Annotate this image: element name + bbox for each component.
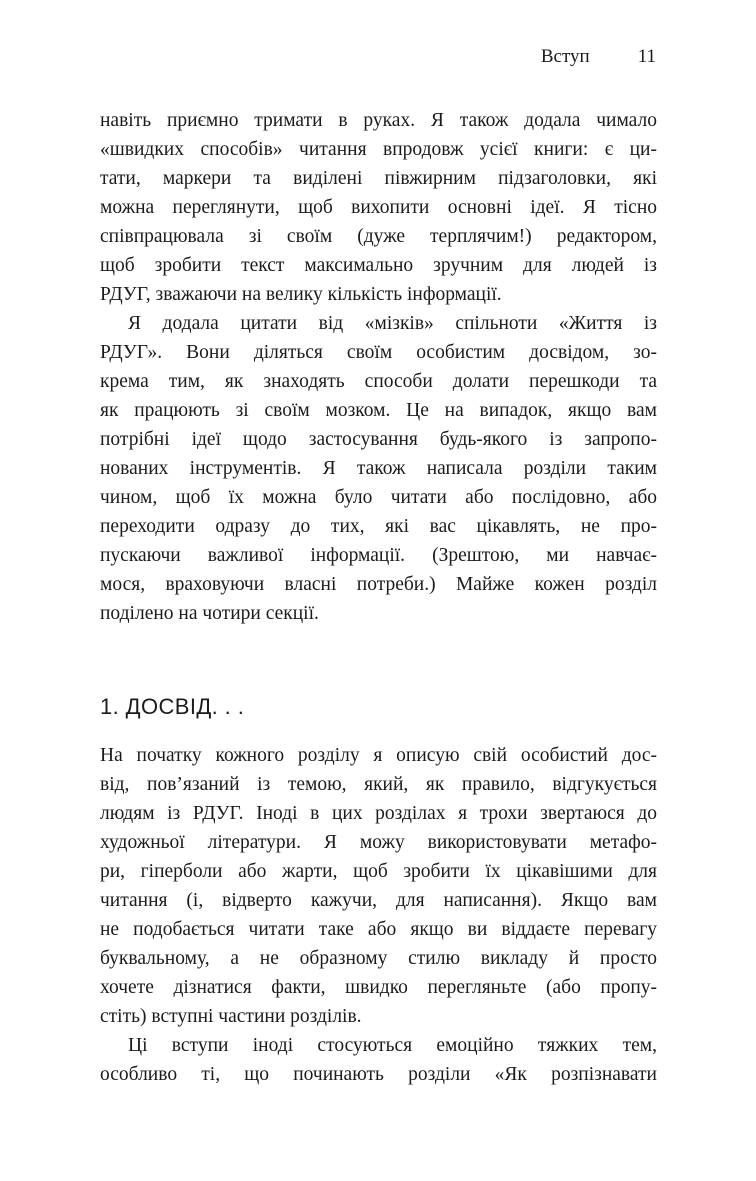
text-line: щоб зробити текст максимально зручним для людей із [100, 255, 657, 276]
text-line: РДУГ». Вони діляться своїм особистим досвідом, зо- [100, 342, 657, 363]
text-line: можна переглянути, щоб вихопити основні ідеї. Я тісно [100, 197, 657, 218]
text-line: тати, маркери та виділені півжирним підзаголовки, які [100, 168, 657, 189]
text-line: крема тим, як знаходять способи долати перешкоди та [100, 371, 657, 392]
text-line: Я додала цитати від «мізків» спільноти «Життя із [128, 313, 657, 334]
text-line: РДУГ, зважаючи на велику кількість інформації. [100, 284, 502, 305]
text-line: як працюють зі своїм мозком. Це на випадок, якщо вам [100, 400, 657, 421]
text-line: переходити одразу до тих, які вас цікавлять, не про- [100, 516, 657, 537]
text-line: читання (і, відверто кажучи, для написання). Якщо вам [100, 890, 657, 911]
text-line: співпрацювала зі своїм (дуже терплячим!) редактором, [100, 226, 657, 247]
running-header-section: Вступ [540, 46, 590, 67]
text-line: потрібні ідеї щодо застосування будь-якого із запропо- [100, 429, 657, 450]
text-line: не подобається читати таке або якщо ви віддаєте перевагу [100, 919, 657, 940]
text-line: На початку кожного розділу я описую свій особистий дос- [100, 745, 657, 766]
paragraph [100, 309, 657, 628]
text-line: навіть приємно тримати в руках. Я також додала чимало [100, 110, 657, 131]
section-heading: 1. ДОСВІД. . . [100, 694, 245, 719]
text-line: від, пов’язаний із темою, який, як правило, відгукується [100, 774, 657, 795]
running-header [100, 46, 656, 68]
text-block [100, 106, 657, 1089]
text-line: буквальному, а не образному стилю викладу й просто [100, 948, 657, 969]
text-line: стіть) вступні частини розділів. [100, 1006, 362, 1027]
text-line: людям із РДУГ. Іноді в цих розділах я трохи звертаюся до [100, 803, 657, 824]
text-line: Ці вступи іноді стосуються емоційно тяжких тем, [128, 1035, 657, 1056]
text-line: поділено на чотири секції. [100, 603, 319, 624]
page-number: 11 [637, 46, 656, 67]
text-line: пускаючи важливої інформації. (Зрештою, ми навчає- [100, 545, 657, 566]
paragraph-continuation [100, 106, 657, 309]
text-line: хочете дізнатися факти, швидко перегляньте (або пропу- [100, 977, 657, 998]
text-line: чином, щоб їх можна було читати або послідовно, або [100, 487, 657, 508]
text-line: нованих інструментів. Я також написала розділи таким [100, 458, 657, 479]
paragraph [100, 741, 657, 1031]
text-line: ри, гіперболи або жарти, щоб зробити їх цікавішими для [100, 861, 657, 882]
text-line: особливо ті, що починають розділи «Як розпізнавати [100, 1064, 657, 1085]
paragraph-runs-to-next-page [100, 1031, 657, 1089]
text-line: «швидких способів» читання впродовж усієї книги: є ци- [100, 139, 657, 160]
text-line: художньої літератури. Я можу використовувати метафо- [100, 832, 657, 853]
text-line: мося, враховуючи власні потреби.) Майже кожен розділ [100, 574, 657, 595]
